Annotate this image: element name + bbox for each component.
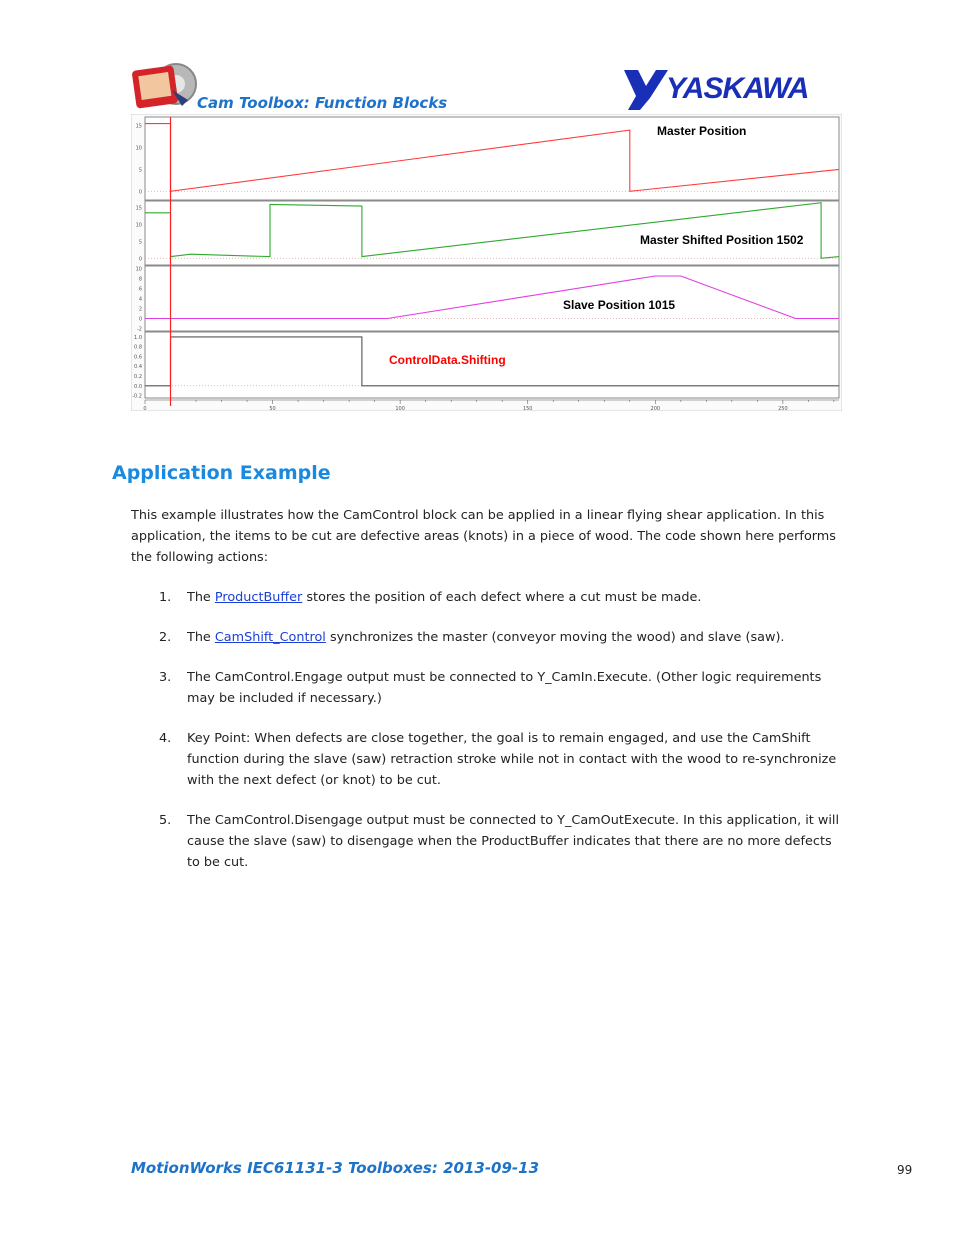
step-text: stores the position of each defect where a cut must be made. bbox=[302, 590, 702, 605]
x-tick-label: 0 bbox=[143, 406, 147, 411]
x-tick-label: 200 bbox=[650, 406, 661, 411]
list-item bbox=[131, 627, 841, 648]
y-tick-label: 5 bbox=[138, 167, 142, 174]
y-tick-label: 0 bbox=[138, 256, 142, 263]
y-tick-label: 0.6 bbox=[134, 354, 142, 361]
x-tick-label: 100 bbox=[395, 406, 405, 411]
step-number: 1. bbox=[159, 590, 172, 605]
chart-canvas bbox=[131, 114, 842, 411]
section-heading: Application Example bbox=[112, 462, 331, 484]
productbuffer-link[interactable]: ProductBuffer bbox=[214, 590, 303, 605]
y-tick-label: 0.8 bbox=[134, 344, 142, 351]
y-tick-label: 0.4 bbox=[134, 364, 142, 371]
x-tick-label: 150 bbox=[522, 406, 533, 411]
cam-trace-chart bbox=[131, 114, 842, 411]
y-tick-label: 15 bbox=[135, 205, 142, 212]
yaskawa-logo bbox=[622, 66, 844, 112]
step-number: 4. bbox=[159, 731, 172, 746]
y-tick-label: -0.2 bbox=[132, 393, 142, 400]
y-tick-label: 2 bbox=[138, 306, 142, 313]
x-tick-label: 50 bbox=[269, 406, 276, 411]
y-tick-label: 8 bbox=[138, 276, 142, 283]
step-text: Key Point: When defects are close together, the goal is to remain engaged, and use the CamShift function during the slave (saw) retraction stroke while not in contact with the wood to re-synchronize with the next defect (or knot) to be cut. bbox=[187, 731, 837, 788]
series-label: Master Shifted Position 1502 bbox=[640, 233, 804, 247]
y-tick-label: 15 bbox=[135, 123, 142, 130]
toolbox-logo-icon bbox=[132, 60, 198, 112]
list-item bbox=[131, 667, 841, 709]
list-item bbox=[131, 810, 841, 873]
header-title: Cam Toolbox: Function Blocks bbox=[197, 94, 448, 112]
x-tick-label: 250 bbox=[778, 406, 788, 411]
y-tick-label: 0 bbox=[138, 316, 142, 323]
y-tick-label: 0.0 bbox=[134, 383, 142, 390]
step-text: synchronizes the master (conveyor moving the wood) and slave (saw). bbox=[325, 630, 785, 645]
step-text: The bbox=[187, 590, 215, 605]
step-text: The bbox=[187, 630, 215, 645]
series-label: Slave Position 1015 bbox=[563, 298, 676, 312]
series-label: Master Position bbox=[657, 124, 747, 138]
footer-title: MotionWorks IEC61131-3 Toolboxes: 2013-09-13 bbox=[131, 1159, 540, 1177]
list-item bbox=[131, 728, 841, 791]
step-number: 2. bbox=[159, 630, 172, 645]
y-tick-label: 6 bbox=[138, 286, 142, 293]
y-tick-label: 10 bbox=[135, 222, 142, 229]
y-tick-label: 4 bbox=[138, 296, 142, 303]
brand-wordmark: YASKAWA bbox=[666, 72, 809, 105]
step-text: The CamControl.Engage output must be connected to Y_CamIn.Execute. (Other logic requirements may be included if necessary.) bbox=[187, 670, 822, 706]
intro-paragraph: This example illustrates how the CamControl block can be applied in a linear flying shear application. In this application, the items to be cut are defective areas (knots) in a piece of wood. The code shown here performs the following actions: bbox=[131, 508, 836, 565]
y-tick-label: 1.0 bbox=[134, 334, 142, 341]
step-text: The CamControl.Disengage output must be connected to Y_CamOutExecute. In this application, it will cause the slave (saw) to disengage when the ProductBuffer indicates that there are no more defects to be cut. bbox=[187, 813, 840, 870]
y-tick-label: 0.2 bbox=[134, 374, 142, 380]
camshift-control-link[interactable]: CamShift_Control bbox=[214, 630, 326, 645]
y-tick-label: 5 bbox=[138, 239, 142, 246]
page-number: 99 bbox=[897, 1163, 913, 1177]
y-tick-label: 10 bbox=[135, 145, 142, 152]
step-number: 3. bbox=[159, 670, 172, 685]
step-number: 5. bbox=[159, 813, 172, 828]
list-item bbox=[131, 587, 841, 608]
panel-frame bbox=[145, 266, 839, 331]
y-tick-label: -2 bbox=[137, 326, 142, 333]
steps-list bbox=[131, 587, 841, 892]
y-tick-label: 0 bbox=[138, 189, 142, 196]
series-label: ControlData.Shifting bbox=[389, 353, 506, 367]
y-tick-label: 10 bbox=[135, 266, 142, 273]
